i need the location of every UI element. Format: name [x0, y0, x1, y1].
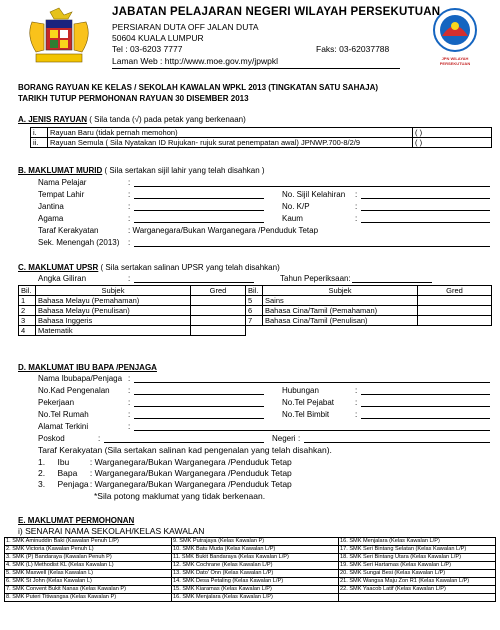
school-cell: 5. SMK Maxwell (Kelas Kawalan L): [5, 570, 172, 578]
cell-bil: 3: [19, 316, 36, 326]
table-row: [5, 570, 496, 578]
label-sek-menengah: Sek. Menengah (2013): [38, 238, 120, 247]
colon: :: [128, 422, 131, 431]
cell-bil: 6: [246, 306, 263, 316]
colon: :: [355, 398, 358, 407]
colon: :: [128, 202, 131, 211]
cell-bil: 7: [246, 316, 263, 326]
school-cell: 15. SMK Kiaramas (Kelas Kawalan L/P): [172, 586, 339, 594]
label-no-kp: No. K/P: [282, 202, 310, 211]
office-phone-field[interactable]: [361, 406, 490, 407]
cell-bil: 4: [19, 326, 36, 336]
parent-citizenship-note: Taraf Kerakyatan (Sila sertakan salinan kad pengenalan yang telah disahkan).: [38, 445, 332, 455]
appeal-new-label: Rayuan Baru (tidak pernah memohon): [48, 128, 413, 138]
malaysia-coat-of-arms-logo: [24, 6, 94, 68]
cell-subject: Sains: [263, 296, 418, 306]
occupation-field[interactable]: [134, 406, 264, 407]
option-number: 3.: [38, 479, 46, 489]
table-row: [19, 316, 492, 326]
cell-subject: Bahasa Cina/Tamil (Penulisan): [263, 316, 418, 326]
section-b-heading: [18, 166, 265, 175]
control-school-table: [4, 537, 496, 602]
agency-title: JABATAN PELAJARAN NEGERI WILAYAH PERSEKUTUAN: [112, 6, 441, 18]
empty-cell: [246, 326, 492, 336]
table-row: [5, 594, 496, 602]
school-cell: 19. SMK Seri Hartamas (Kelas Kawalan L/P): [339, 562, 496, 570]
label-tempat-lahir: Tempat Lahir: [38, 190, 85, 199]
cell-grade[interactable]: [418, 316, 492, 326]
home-phone-field[interactable]: [134, 418, 264, 419]
address-line-2: 50604 KUALA LUMPUR: [112, 33, 204, 43]
header-bil: Bil.: [19, 286, 36, 296]
school-cell: 10. SMK Batu Muda (Kelas Kawalan L/P): [172, 546, 339, 554]
label-tel-bimbit: No.Tel Bimbit: [282, 410, 330, 419]
birth-cert-field[interactable]: [361, 198, 490, 199]
school-cell: 3. SMK (P) Bandaraya (Kawalan Penuh P): [5, 554, 172, 562]
cell-grade[interactable]: [191, 296, 246, 306]
option-who: Ibu: [57, 457, 70, 467]
label-tel-pejabat: No.Tel Pejabat: [282, 398, 335, 407]
option-value: : Warganegara/Bukan Warganegara /Penduduk Tetap: [89, 479, 292, 489]
school-cell: 1. SMK Aminuddin Baki (Kawalan Penuh L/P): [5, 538, 172, 546]
cell-bil: 2: [19, 306, 36, 316]
label-hubungan: Hubungan: [282, 386, 319, 395]
table-row: [19, 306, 492, 316]
option-number: 1.: [38, 457, 46, 467]
address-field[interactable]: [134, 430, 490, 431]
label-poskod: Poskod: [38, 434, 65, 443]
colon: :: [98, 434, 101, 443]
school-cell: 16. SMK Menjalara (Kelas Kawalan L/P): [339, 538, 496, 546]
header-rule: [112, 68, 400, 69]
label-alamat: Alamat Terkini: [38, 422, 89, 431]
school-cell: 21. SMK Wangsa Maju Zon R1 (Kelas Kawalan L/P): [339, 578, 496, 586]
row-number: i.: [31, 128, 48, 138]
jpn-wp-logo-text: JPN WILAYAH PERSEKUTUAN: [439, 56, 471, 66]
school-cell: 17. SMK Seri Bintang Selatan (Kelas Kawalan L/P): [339, 546, 496, 554]
section-c-note: ( Sila sertakan salinan UPSR yang telah disahkan): [100, 263, 280, 272]
label-angka-giliran: Angka Giliran: [38, 274, 87, 283]
section-a-heading: [18, 115, 246, 124]
relationship-field[interactable]: [361, 394, 490, 395]
school-cell: 16. SMK Menjalara (Kelas Kawalan L/P): [172, 594, 339, 602]
header-gred: Gred: [418, 286, 492, 296]
row-number: ii.: [31, 138, 48, 148]
state-field[interactable]: [304, 442, 490, 443]
postcode-field[interactable]: [104, 442, 264, 443]
table-row: [5, 546, 496, 554]
label-tel-rumah: No.Tel Rumah: [38, 410, 89, 419]
upsr-results-table: [18, 285, 492, 336]
birthplace-field[interactable]: [134, 198, 264, 199]
appeal-new-checkbox[interactable]: ( ): [413, 128, 492, 138]
header-subjek: Subjek: [263, 286, 418, 296]
table-row: [5, 578, 496, 586]
option-who: Penjaga: [57, 479, 89, 489]
school-cell: 11. SMK Bukit Bandaraya (Kelas Kawalan L/P): [172, 554, 339, 562]
colon: :: [355, 190, 358, 199]
cell-grade[interactable]: [191, 316, 246, 326]
section-b-note: ( Sila sertakan sijil lahir yang telah disahkan ): [104, 166, 265, 175]
address-line-1: PERSIARAN DUTA OFF JALAN DUTA: [112, 22, 259, 32]
label-nama-pelajar: Nama Pelajar: [38, 178, 87, 187]
colon: :: [128, 214, 131, 223]
school-cell: 4. SMK (L) Methodist KL (Kelas Kawalan L): [5, 562, 172, 570]
website: Laman Web : http://www.moe.gov.my/jpwpkl: [112, 56, 278, 66]
label-nama-ibubapa: Nama Ibubapa/Penjaga: [38, 374, 123, 383]
guardian-citizenship[interactable]: [38, 479, 292, 489]
cell-subject: Bahasa Inggeris: [36, 316, 191, 326]
section-d-title: D. MAKLUMAT IBU BAPA /PENJAGA: [18, 363, 157, 372]
cell-grade[interactable]: [191, 326, 246, 336]
school-cell: 2. SMK Victoria (Kawalan Penuh L): [5, 546, 172, 554]
colon: :: [128, 190, 131, 199]
option-number: 2.: [38, 468, 46, 478]
fax: Faks: 03-62037788: [316, 44, 390, 54]
school-cell: 20. SMK Sungai Besi (Kelas Kawalan L/P): [339, 570, 496, 578]
header-bil: Bil.: [246, 286, 263, 296]
colon: :: [128, 410, 131, 419]
label-kaum: Kaum: [282, 214, 303, 223]
header-subjek: Subjek: [36, 286, 191, 296]
label-negeri: Negeri: [272, 434, 296, 443]
gender-field[interactable]: [134, 210, 264, 211]
header-gred: Gred: [191, 286, 246, 296]
exam-index-field[interactable]: [134, 282, 254, 283]
strike-out-note: *Sila potong maklumat yang tidak berkenaan.: [94, 491, 266, 501]
school-cell: 7. SMK Convent Bukit Nanas (Kelas Kawalan P): [5, 586, 172, 594]
colon: :: [128, 374, 131, 383]
school-cell: 9. SMK Putrajaya (Kelas Kawalan P): [172, 538, 339, 546]
cell-subject: Bahasa Melayu (Penulisan): [36, 306, 191, 316]
secondary-school-field[interactable]: [134, 246, 490, 247]
appeal-type-table: [30, 127, 492, 148]
section-a-note: ( Sila tanda (√) pada petak yang berkenaan): [89, 115, 246, 124]
section-c-title: C. MAKLUMAT UPSR: [18, 263, 99, 272]
label-taraf-kerakyatan: Taraf Kerakyatan: [38, 226, 99, 235]
school-list-subtitle: i) SENARAI NAMA SEKOLAH/KELAS KAWALAN: [18, 526, 205, 536]
school-cell: 12. SMK Cochrane (Kelas Kawalan L/P): [172, 562, 339, 570]
cell-grade[interactable]: [418, 306, 492, 316]
colon: :: [355, 214, 358, 223]
telephone: Tel : 03-6203 7777: [112, 44, 183, 54]
table-row: [5, 554, 496, 562]
section-a-title: A. JENIS RAYUAN: [18, 115, 88, 124]
cell-subject: Bahasa Cina/Tamil (Pemahaman): [263, 306, 418, 316]
religion-field[interactable]: [134, 222, 264, 223]
table-row: [19, 326, 492, 336]
option-value: : Warganegara/Bukan Warganegara /Penduduk Tetap: [89, 468, 292, 478]
label-sijil-kelahiran: No. Sijil Kelahiran: [282, 190, 346, 199]
student-name-field[interactable]: [134, 186, 490, 187]
colon: :: [355, 386, 358, 395]
cell-subject: Matematik: [36, 326, 191, 336]
table-row: [5, 562, 496, 570]
mobile-phone-field[interactable]: [361, 418, 490, 419]
father-citizenship[interactable]: [38, 468, 292, 478]
option-who: Bapa: [57, 468, 78, 478]
deadline: TARIKH TUTUP PERMOHONAN RAYUAN 30 DISEMBER 2013: [18, 94, 249, 103]
race-field[interactable]: [361, 222, 490, 223]
table-row: [19, 296, 492, 306]
form-title: BORANG RAYUAN KE KELAS / SEKOLAH KAWALAN WPKL 2013 (TINGKATAN SATU SAHAJA): [18, 83, 379, 92]
appeal-repeat-checkbox[interactable]: ( ): [413, 138, 492, 148]
table-header-row: [19, 286, 492, 296]
school-cell: 22. SMK Yaacob Latif (Kelas Kawalan L/P): [339, 586, 496, 594]
colon: :: [128, 398, 131, 407]
colon: :: [355, 410, 358, 419]
ic-number-field[interactable]: [361, 210, 490, 211]
school-cell: 13. SMK Dato' Onn (Kelas Kawalan L/P): [172, 570, 339, 578]
label-tahun-peperiksaan: Tahun Peperiksaan:: [280, 274, 351, 283]
colon: :: [128, 238, 131, 247]
table-row: [5, 538, 496, 546]
section-b-title: B. MAKLUMAT MURID: [18, 166, 103, 175]
colon: :: [128, 274, 131, 283]
label-kad-pengenalan: No.Kad Pengenalan: [38, 386, 110, 395]
colon: :: [298, 434, 301, 443]
cell-grade[interactable]: [418, 296, 492, 306]
label-jantina: Jantina: [38, 202, 64, 211]
colon: :: [355, 202, 358, 211]
mother-citizenship[interactable]: [38, 457, 292, 467]
appeal-repeat-label: Rayuan Semula ( Sila Nyatakan ID Rujukan- rujuk surat penempatan awal) JPNWP.700-8/2/9: [48, 138, 413, 148]
school-cell: 14. SMK Desa Petaling (Kelas Kawalan L/P): [172, 578, 339, 586]
cell-grade[interactable]: [191, 306, 246, 316]
cell-bil: 1: [19, 296, 36, 306]
school-cell: 6. SMK St John (Kelas Kawalan L): [5, 578, 172, 586]
table-row: [5, 586, 496, 594]
label-pekerjaan: Pekerjaan: [38, 398, 75, 407]
parent-name-field[interactable]: [134, 382, 490, 383]
section-c-heading: [18, 263, 280, 272]
citizenship-options[interactable]: : Warganegara/Bukan Warganegara /Penduduk Tetap: [128, 226, 319, 235]
school-cell: [339, 594, 496, 602]
option-value: : Warganegara/Bukan Warganegara /Penduduk Tetap: [89, 457, 292, 467]
school-cell: 18. SMK Seri Bintang Utara (Kelas Kawalan L/P): [339, 554, 496, 562]
cell-bil: 5: [246, 296, 263, 306]
school-cell: 8. SMK Puteri Titiwangsa (Kelas Kawalan P): [5, 594, 172, 602]
label-agama: Agama: [38, 214, 64, 223]
colon: :: [128, 386, 131, 395]
parent-ic-field[interactable]: [134, 394, 264, 395]
cell-subject: Bahasa Melayu (Pemahaman): [36, 296, 191, 306]
exam-year-field[interactable]: [352, 282, 432, 283]
table-row: [31, 138, 492, 148]
section-e-title: E. MAKLUMAT PERMOHONAN: [18, 516, 135, 525]
colon: :: [128, 178, 131, 187]
table-row: [31, 128, 492, 138]
